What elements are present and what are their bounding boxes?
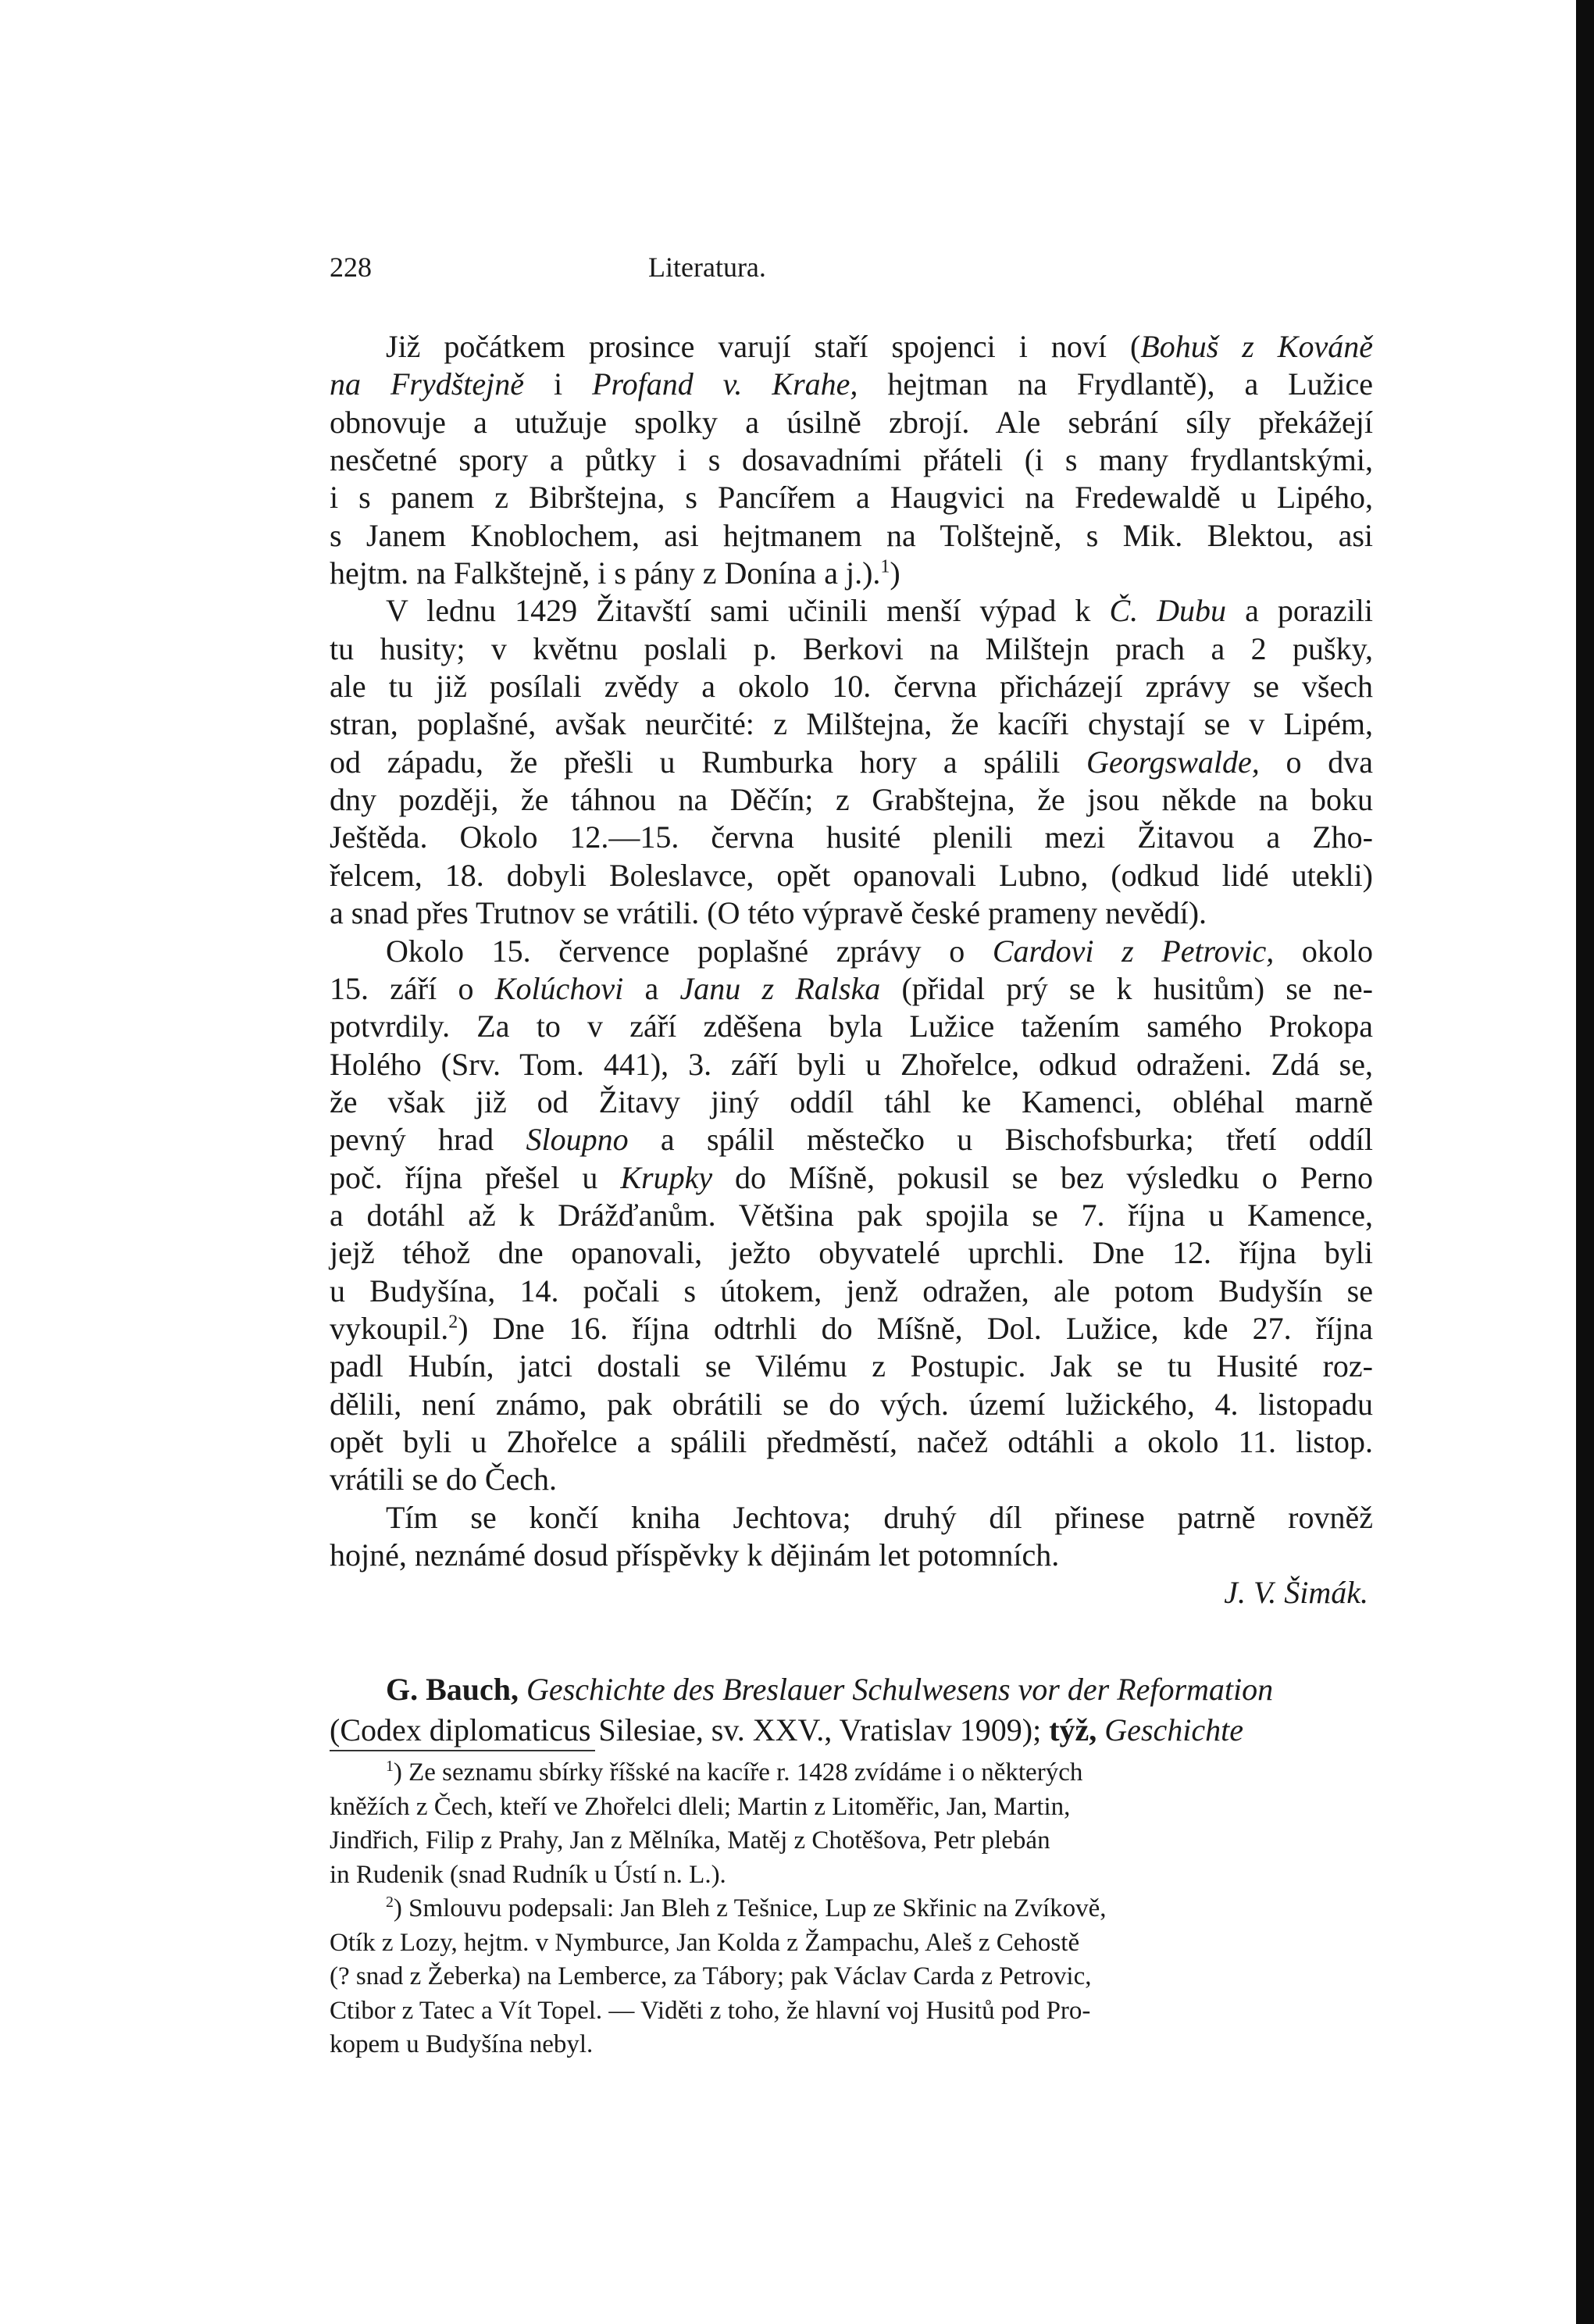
text-line: [330, 441, 1373, 479]
text-line: [330, 1756, 1373, 1790]
text-line: [330, 517, 1373, 555]
italic-text: Sloupno: [526, 1122, 629, 1158]
footnote-marker: 2: [386, 1894, 394, 1911]
text-run: a snad přes Trutnov se vrátili. (O této výpravě české prameny nevědí).: [330, 895, 1207, 931]
text-run: ) Dne 16. října odtrhli do Míšně, Dol. Lužice, kde 27. října: [458, 1310, 1373, 1346]
text-run: pevný hrad: [330, 1122, 526, 1158]
text-run: u Budyšína, 14. počali s útokem, jenž odražen, ale potom Budyšín se: [330, 1273, 1373, 1308]
text-line: [330, 1348, 1373, 1385]
text-run: Holého (Srv. Tom. 441), 3. září byli u Zhořelce, odkud odraženi. Zdá se,: [330, 1046, 1373, 1082]
text-run: ) Ze seznamu sbírky říšské na kacíře r. 1428 zvídáme i o některých: [393, 1758, 1083, 1787]
text-run: a: [623, 970, 680, 1006]
text-run: stran, poplašné, avšak neurčité: z Milštejna, že kacíři chystají se v Lipém,: [330, 706, 1373, 742]
text-line: [330, 970, 1373, 1008]
text-run: V lednu 1429 Žitavští sami učinili menší výpad k: [386, 593, 1110, 629]
running-title: Literatura.: [648, 252, 766, 283]
text-run: (přidal prý se k husitům) se ne-: [880, 970, 1373, 1006]
text-line: [330, 630, 1373, 668]
author-signature: J. V. Šimák.: [1224, 1575, 1368, 1611]
text-run: Ctibor z Tatec a Vít Topel. — Viděti z toho, že hlavní voj Husitů pod Pro-: [330, 1996, 1091, 2025]
italic-text: Kolúchovi: [494, 970, 624, 1006]
text-run: [519, 1672, 526, 1707]
text-line: [330, 1824, 1373, 1858]
text-run: okolo: [1274, 933, 1373, 969]
text-run: ) Smlouvu podepsali: Jan Bleh z Tešnice, Lup ze Skřinic na Zvíkově,: [393, 1894, 1107, 1922]
text-run: (Codex diplomaticus Silesiae, sv. XXV., Vratislav 1909);: [330, 1712, 1050, 1748]
text-line: [330, 1197, 1373, 1234]
text-run: i: [524, 366, 593, 402]
text-run: dny později, že táhnou na Děčín; z Grabštejna, že jsou někde na boku: [330, 782, 1373, 818]
text-run: kněžích z Čech, kteří ve Zhořelci dleli; Martin z Litoměřic, Jan, Martin,: [330, 1792, 1071, 1821]
text-line: [330, 1669, 1373, 1710]
text-run: dělili, není známo, pak obrátili se do vých. území lužického, 4. listopadu: [330, 1386, 1373, 1422]
text-run: poč. října přešel u: [330, 1159, 621, 1195]
text-run: Okolo 15. července poplašné zprávy o: [386, 933, 993, 969]
text-line: [330, 705, 1373, 743]
paragraph-coalition: [330, 328, 1373, 592]
text-run: potvrdily. Za to v září zděšena byla Lužice tažením samého Prokopa: [330, 1008, 1373, 1044]
text-run: a dotáhl až k Drážďanům. Většina pak spojila se 7. října u Kamence,: [330, 1197, 1373, 1233]
paragraph-closing: [330, 1499, 1373, 1575]
bold-text: G. Bauch,: [386, 1672, 519, 1708]
italic-text: Geschichte des Breslauer Schulwesens vor der Reformation: [526, 1672, 1274, 1708]
text-run: Již počátkem prosince varují staří spojenci i noví (: [386, 329, 1141, 364]
text-run: obnovuje a utužuje spolky a úsilně zbrojí. Ale sebrání síly překážejí: [330, 404, 1373, 440]
italic-text: Krupky: [620, 1159, 713, 1195]
italic-text: Bohuš z Kováně: [1140, 329, 1373, 364]
paragraph-prokop-campaign: [330, 933, 1373, 1499]
text-run: ): [890, 555, 900, 591]
text-line: [330, 1234, 1373, 1272]
italic-text: Č. Dubu: [1109, 593, 1227, 629]
text-run: in Rudenik (snad Rudník u Ústí n. L.).: [330, 1860, 726, 1889]
text-run: padl Hubín, jatci dostali se Vilému z Postupic. Jak se tu Husité roz-: [330, 1348, 1373, 1384]
text-run: kopem u Budyšína nebyl.: [330, 2030, 594, 2058]
italic-text: na Frydštejně: [330, 366, 525, 402]
text-line: [330, 366, 1373, 403]
text-run: o dva: [1259, 744, 1373, 780]
paragraph-zitava-raid: [330, 592, 1373, 932]
text-line: [330, 1423, 1373, 1461]
text-line: [330, 1386, 1373, 1423]
text-line: [330, 592, 1373, 630]
text-run: že však již od Žitavy jiný oddíl táhl ke Kamenci, obléhal marně: [330, 1083, 1373, 1119]
text-line: [330, 857, 1373, 894]
page-number: 228: [330, 252, 372, 283]
text-line: [330, 555, 1373, 592]
text-line: [330, 1960, 1373, 1994]
text-line: [330, 1046, 1373, 1083]
text-line: [330, 1499, 1373, 1537]
italic-text: Profand v. Krahe,: [592, 366, 858, 402]
text-line: [330, 1537, 1373, 1574]
review-entry-bauch: [330, 1669, 1373, 1751]
text-run: tu husity; v květnu poslali p. Berkovi na Milštejn prach a 2 pušky,: [330, 630, 1373, 666]
footnotes: [330, 1756, 1373, 2062]
text-line: [330, 819, 1373, 856]
text-run: Jindřich, Filip z Prahy, Jan z Mělníka, Matěj z Chotěšova, Petr plebán: [330, 1826, 1050, 1855]
text-line: [330, 894, 1373, 932]
text-line: [330, 1926, 1373, 1961]
text-line: [330, 668, 1373, 705]
text-run: vykoupil.: [330, 1310, 449, 1346]
text-line: [330, 404, 1373, 441]
text-run: hojné, neznámé dosud příspěvky k dějinám let potomních.: [330, 1537, 1060, 1573]
text-run: hejtm. na Falkštejně, i s pány z Donína a j.).: [330, 555, 881, 591]
text-run: Ještěda. Okolo 12.—15. června husité plenili mezi Žitavou a Zho-: [330, 819, 1373, 855]
text-line: [330, 1461, 1373, 1498]
text-run: 15. září o: [330, 970, 495, 1006]
text-run: a porazili: [1226, 593, 1374, 629]
text-run: ale tu již posílali zvědy a okolo 10. června přicházejí zprávy se všech: [330, 669, 1373, 705]
text-run: s Janem Knoblochem, asi hejtmanem na Tolštejně, s Mik. Blektou, asi: [330, 517, 1373, 553]
text-line: [330, 328, 1373, 366]
footnote-marker: 1: [880, 556, 890, 577]
footnote-separator: [330, 1750, 595, 1751]
bold-text: týž,: [1049, 1712, 1097, 1748]
text-run: řelcem, 18. dobyli Boleslavce, opět opanovali Lubno, (odkud lidé utekli): [330, 857, 1373, 893]
text-run: jejž téhož dne opanovali, ježto obyvatelé uprchli. Dne 12. října byli: [330, 1235, 1373, 1271]
text-line: [330, 1083, 1373, 1121]
text-line: [330, 2028, 1373, 2062]
text-run: i s panem z Bibrštejna, s Pancířem a Haugvici na Fredewaldě u Lipého,: [330, 480, 1373, 516]
text-line: [330, 744, 1373, 781]
text-line: [330, 1892, 1373, 1926]
text-line: [330, 1273, 1373, 1310]
text-line: [330, 1710, 1373, 1751]
text-line: [330, 1858, 1373, 1893]
scan-edge: [1576, 0, 1594, 2324]
text-run: opět byli u Zhořelce a spálili předměstí, načež odtáhli a okolo 11. listop.: [330, 1423, 1373, 1459]
text-line: [330, 781, 1373, 819]
text-run: Tím se končí kniha Jechtova; druhý díl přinese patrně rovněž: [386, 1499, 1373, 1535]
text-run: Otík z Lozy, hejtm. v Nymburce, Jan Kolda z Žampachu, Aleš z Cehostě: [330, 1928, 1080, 1957]
footnote-marker: 2: [448, 1312, 458, 1333]
footnote-2: [330, 1892, 1373, 2062]
text-run: vrátili se do Čech.: [330, 1462, 558, 1498]
text-line: [330, 479, 1373, 516]
text-line: [330, 1121, 1373, 1158]
text-line: [330, 1310, 1373, 1348]
body-text: [330, 328, 1373, 1751]
text-run: (? snad z Žeberka) na Lemberce, za Tábory; pak Václav Carda z Petrovic,: [330, 1962, 1092, 1990]
text-line: [330, 1159, 1373, 1197]
text-run: do Míšně, pokusil se bez výsledku o Perno: [712, 1159, 1373, 1195]
text-line: [330, 1994, 1373, 2029]
footnote-marker: 1: [386, 1758, 394, 1775]
text-run: od západu, že přešli u Rumburka hory a spálili: [330, 744, 1086, 780]
text-run: hejtman na Frydlantě), a Lužice: [858, 366, 1373, 402]
footnote-1: [330, 1756, 1373, 1892]
text-line: [330, 1790, 1373, 1825]
running-header: [330, 248, 1373, 286]
text-run: [1097, 1712, 1104, 1747]
italic-text: Janu z Ralska: [679, 970, 881, 1006]
text-line: [330, 933, 1373, 970]
text-line: [330, 1008, 1373, 1045]
text-run: a spálil městečko u Bischofsburka; třetí oddíl: [628, 1122, 1374, 1158]
italic-text: Cardovi z Petrovic,: [992, 933, 1275, 969]
italic-text: Georgswalde,: [1086, 744, 1260, 780]
italic-text: Geschichte: [1104, 1712, 1243, 1748]
text-run: nesčetné spory a půtky i s dosavadními přáteli (i s many frydlantskými,: [330, 442, 1373, 478]
